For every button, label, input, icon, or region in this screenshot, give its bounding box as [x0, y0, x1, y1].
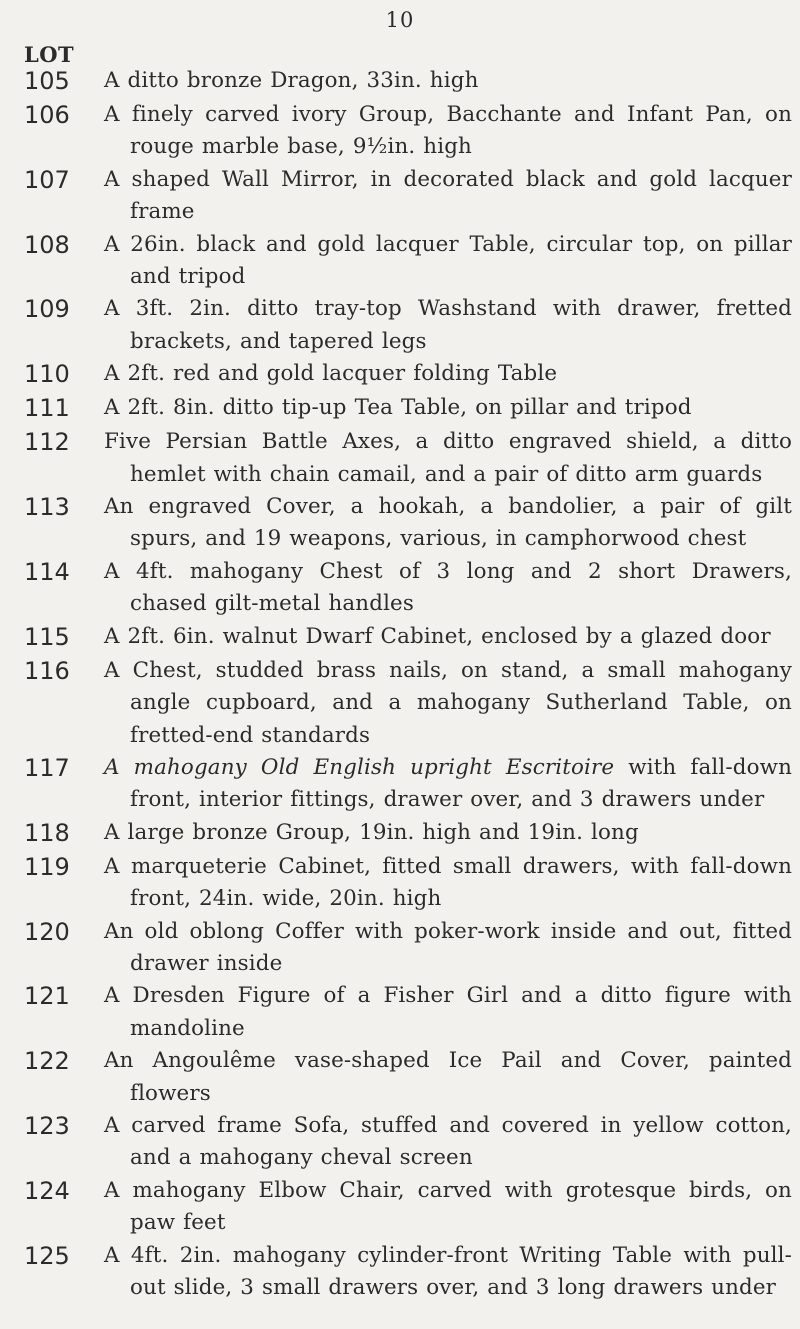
lot-entry	[0, 1045, 800, 1110]
lot-description: A large bronze Group, 19in. high and 19in. long	[104, 819, 639, 845]
lot-entry	[0, 229, 800, 294]
lot-description: Five Persian Battle Axes, a ditto engraved shield, a ditto hemlet with chain camail, and a pair of ditto arm guards	[104, 429, 792, 487]
lot-number: 110	[24, 360, 70, 389]
lot-entry	[0, 817, 800, 851]
lot-description: A 4ft. mahogany Chest of 3 long and 2 short Drawers, chased gilt-metal handles	[104, 558, 792, 617]
lot-entry	[0, 851, 800, 916]
lot-number: 125	[24, 1241, 70, 1270]
lot-number: 111	[24, 394, 70, 423]
lot-column-header: LOT	[24, 42, 75, 67]
lot-number: 124	[24, 1176, 70, 1205]
lot-description: A shaped Wall Mirror, in decorated black and gold lacquer frame	[104, 166, 792, 225]
lot-entry	[0, 164, 800, 229]
lot-description: An old oblong Coffer with poker-work inside and out, fitted drawer inside	[104, 918, 792, 976]
lot-number: 118	[24, 818, 70, 847]
lot-entry	[0, 916, 800, 981]
lot-number: 109	[24, 295, 70, 324]
lot-entry	[0, 1240, 800, 1305]
lot-entry	[0, 293, 800, 358]
lot-entry	[0, 392, 800, 426]
lot-description: A 2ft. 8in. ditto tip-up Tea Table, on pillar and tripod	[104, 395, 692, 421]
lot-entry	[0, 621, 800, 655]
lot-number: 115	[24, 622, 70, 651]
lot-description	[104, 752, 792, 817]
lot-description: A 3ft. 2in. ditto tray-top Washstand with drawer, fretted brackets, and tapered legs	[104, 296, 792, 354]
lot-number: 119	[24, 852, 70, 881]
lot-description: A 26in. black and gold lacquer Table, circular top, on pillar and tripod	[104, 231, 792, 290]
lot-entry	[0, 556, 800, 621]
lot-number: 113	[24, 493, 70, 522]
lot-entry	[0, 1175, 800, 1240]
lot-description: A 2ft. 6in. walnut Dwarf Cabinet, enclosed by a glazed door	[104, 623, 771, 649]
lot-description-rest: with fall-down front, interior fittings, drawer over, and 3 drawers under	[130, 754, 792, 813]
lot-number: 123	[24, 1111, 70, 1140]
lot-description: A ditto bronze Dragon, 33in. high	[104, 68, 479, 93]
lot-description: A 2ft. red and gold lacquer folding Table	[104, 361, 558, 387]
lot-number: 116	[24, 656, 70, 685]
lot-number: 117	[24, 753, 70, 782]
lot-number: 122	[24, 1047, 70, 1076]
lot-description: A mahogany Elbow Chair, carved with grotesque birds, on paw feet	[104, 1177, 792, 1236]
lot-number: 108	[24, 230, 70, 259]
lot-description: A Dresden Figure of a Fisher Girl and a ditto figure with mandoline	[104, 983, 792, 1041]
lot-number: 112	[24, 428, 70, 457]
lot-entry	[0, 655, 800, 752]
lot-number: 107	[24, 165, 70, 194]
lot-number: 106	[24, 101, 70, 129]
lot-entry	[0, 99, 800, 164]
lot-number: 114	[24, 557, 70, 586]
lot-description: A carved frame Sofa, stuffed and covered in yellow cotton, and a mahogany cheval screen	[104, 1112, 792, 1171]
lot-entry	[0, 491, 800, 556]
lot-entry	[0, 752, 800, 817]
lot-number: 121	[24, 982, 70, 1011]
lot-description-italic: A mahogany Old English upright Escritoire	[104, 754, 615, 780]
lot-description: A Chest, studded brass nails, on stand, a small mahogany angle cupboard, and a mahogany Sutherland Table, on fretted-end standards	[104, 657, 792, 748]
lot-number: 120	[24, 917, 70, 946]
lot-number: 105	[24, 67, 70, 95]
lot-description: A 4ft. 2in. mahogany cylinder-front Writing Table with pull-out slide, 3 small drawers over, and 3 long drawers under	[104, 1242, 792, 1300]
page-number: 10	[385, 8, 415, 32]
lot-entry	[0, 426, 800, 491]
lot-description: An Angoulême vase-shaped Ice Pail and Cover, painted flowers	[104, 1048, 792, 1106]
lot-entry	[0, 980, 800, 1045]
lot-description: A marqueterie Cabinet, fitted small drawers, with fall-down front, 24in. wide, 20in. high	[104, 853, 792, 912]
lot-entry	[0, 65, 800, 99]
lot-description: A finely carved ivory Group, Bacchante and Infant Pan, on rouge marble base, 9½in. high	[104, 102, 792, 160]
lot-description: An engraved Cover, a hookah, a bandolier, a pair of gilt spurs, and 19 weapons, various, in camphorwood chest	[104, 494, 792, 552]
lot-entry	[0, 358, 800, 392]
lot-entry	[0, 1110, 800, 1175]
lot-list	[0, 65, 800, 1304]
